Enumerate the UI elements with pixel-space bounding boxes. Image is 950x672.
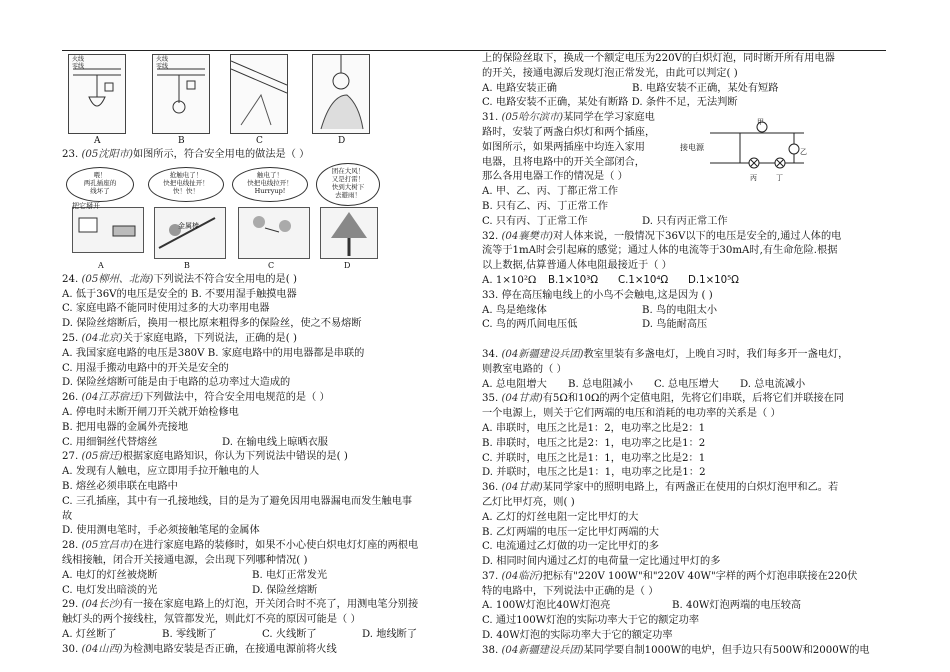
q38-number: 38. bbox=[482, 644, 499, 656]
q30-option: A. 电路安装正确 bbox=[482, 82, 557, 94]
q32-stem-cont: 流等于1mA时会引起麻的感觉；通过人体的电流等于30mA时,有生命危险.根据 bbox=[482, 245, 838, 257]
q37-number: 37. bbox=[482, 570, 499, 582]
q29-stem-cont: 触灯头的两个接线柱，氖管都发光，则此灯不亮的原因可能是（ ） bbox=[62, 614, 361, 626]
q29-stem bbox=[62, 598, 472, 613]
cartoon-c-bubble: 触电了！ 快把电线拉开！ Hurryup! bbox=[232, 167, 308, 202]
q31-stem-cont: 电器，且将电路中的开关全部闭合， bbox=[482, 156, 645, 168]
q23-option-d: D bbox=[344, 260, 351, 270]
q26-option: D. 在输电线上晾晒衣服 bbox=[222, 436, 328, 448]
q37-stem-cont: 特的电路中，下列说法中正确的是（ ） bbox=[482, 585, 659, 597]
option-label-b: B bbox=[178, 136, 185, 146]
option-label-a: A bbox=[94, 136, 101, 146]
q31-block bbox=[482, 111, 890, 229]
q27-option: B. 熔丝必须串联在电路中 bbox=[62, 480, 178, 492]
q35-text: 有5Ω和10Ω的两个定值电阻，先将它们串联，后将它们并联接在同 bbox=[542, 393, 844, 405]
q31-option: D. 只有丙正常工作 bbox=[642, 215, 728, 227]
figure-q23-cartoons bbox=[62, 163, 472, 273]
q29-number: 29. bbox=[62, 599, 79, 611]
cartoon-a-caption: 把它掰开 bbox=[72, 201, 100, 210]
q30-option: C. 电路安装不正确，某处有断路 D. 条件不足，无法判断 bbox=[482, 97, 738, 109]
q29-option: C. 火线断了 bbox=[262, 628, 317, 640]
q36-option: D. 相同时间内通过乙灯的电荷量一定比通过甲灯的多 bbox=[482, 556, 721, 568]
q35-option: A. 串联时，电压之比是1：2，电功率之比是2：1 bbox=[482, 422, 706, 434]
q27-option: C. 三孔插座，其中有一孔接地线，目的是为了避免因用电器漏电而发生触电事 bbox=[62, 495, 413, 507]
q28-text: 在进行家庭电路的装修时，如果不小心使白炽电灯灯座的两根电 bbox=[132, 540, 419, 552]
q34-option: D. 总电流减小 bbox=[740, 378, 806, 390]
q30-stem-cont: 的开关，接通电源后发现灯泡正常发光，由此可以判定( ) bbox=[482, 67, 738, 79]
q28-option-row bbox=[62, 569, 472, 584]
q34-stem bbox=[482, 348, 890, 363]
q23-option-b: B bbox=[184, 260, 190, 270]
q29-option: B. 零线断了 bbox=[162, 628, 217, 640]
q38-text: 某同学要自制1000W的电炉，但手边只有500W和2000W的电 bbox=[583, 644, 870, 656]
q37-option: D. 40W灯泡的实际功率大于它的额定功率 bbox=[482, 630, 673, 642]
q37-option: A. 100W灯泡比40W灯泡亮 bbox=[482, 600, 611, 612]
q34-option: B. 总电阻减小 bbox=[568, 378, 633, 390]
q35-option: B. 串联时，电压之比是2：1，电功率之比是1：2 bbox=[482, 437, 706, 449]
figure-d-panel bbox=[312, 54, 370, 134]
q32-option-row bbox=[482, 274, 890, 289]
q28-stem bbox=[62, 539, 472, 554]
q27-option: A. 发现有人触电，应立即用手拉开触电的人 bbox=[62, 466, 260, 478]
q25-option: A. 我国家庭电路的电压是380V B. 家庭电路中的用电器都是串联的 bbox=[62, 347, 365, 359]
q35-number: 35. bbox=[482, 393, 499, 405]
q32-source: (04襄樊市) bbox=[501, 230, 553, 242]
figure-safety-wiring bbox=[62, 52, 472, 148]
q31-stem-cont: 路时，安装了两盏白炽灯和两个插座， bbox=[482, 126, 656, 138]
q23-option-a: A bbox=[98, 260, 104, 270]
q35-option: C. 并联时，电压之比是1：1，电功率之比是2：1 bbox=[482, 452, 706, 464]
q31-option: B. 只有乙、丙、丁正常工作 bbox=[482, 200, 609, 212]
tree-lightning-illustration bbox=[321, 208, 377, 258]
header-rule bbox=[62, 50, 886, 51]
q32-option: D.1×10⁵Ω bbox=[688, 274, 739, 286]
q33-option: C. 鸟的两爪间电压低 bbox=[482, 319, 578, 331]
q37-option-row bbox=[482, 599, 890, 614]
q26-option-row bbox=[62, 436, 472, 451]
q36-option: C. 电流通过乙灯做的功一定比甲灯的多 bbox=[482, 541, 659, 553]
q37-text: 把标有"220V 100W"和"220V 40W"字样的两个灯泡串联接在220伏 bbox=[542, 570, 858, 582]
q31-number: 31. bbox=[482, 112, 499, 124]
figure-c-panel bbox=[230, 54, 288, 134]
q31-option: A. 甲、乙、丙、丁都正常工作 bbox=[482, 186, 619, 198]
q36-option: B. 乙灯两端的电压一定比甲灯两端的大 bbox=[482, 526, 659, 538]
circuit-source-label: 接电源 bbox=[680, 143, 704, 153]
q34-option-row bbox=[482, 378, 890, 393]
q24-number: 24. bbox=[62, 273, 79, 285]
q23-number: 23. bbox=[62, 149, 79, 160]
q25-number: 25. bbox=[62, 332, 79, 344]
q28-option-row bbox=[62, 584, 472, 599]
q26-text: 下列做法中，符合安全用电规范的是（ ） bbox=[143, 392, 330, 404]
q38-stem bbox=[482, 644, 890, 659]
q31-option-row bbox=[482, 215, 890, 230]
q29-source: (04长沙) bbox=[81, 599, 123, 611]
q32-option: A. 1×10²Ω bbox=[482, 274, 537, 286]
q32-stem bbox=[482, 230, 890, 245]
q25-option: D. 保险丝熔断可能是由于电路的总功率过大造成的 bbox=[62, 377, 291, 389]
q30-stem-cont: 上的保险丝取下，换成一个额定电压为220V的白炽灯泡，同时断开所有用电器 bbox=[482, 53, 835, 64]
q34-stem-cont: 则教室电路的（ ） bbox=[482, 363, 567, 375]
q32-option: B.1×10³Ω bbox=[548, 274, 599, 286]
q37-source: (04临沂) bbox=[501, 570, 543, 582]
q31-source: (05哈尔滨市) bbox=[501, 112, 564, 124]
lamp-label-ding: 丁 bbox=[776, 174, 783, 183]
q34-source: (04新疆建设兵团) bbox=[501, 348, 584, 360]
option-label-d: D bbox=[338, 136, 346, 146]
q38-source: (04新疆建设兵团) bbox=[501, 644, 584, 656]
cartoon-a-bubble: 喂！ 两孔插座的 线坏了 bbox=[66, 167, 134, 202]
q36-stem bbox=[482, 481, 890, 496]
spacer bbox=[482, 333, 890, 348]
q24-option: D. 保险丝熔断后，换用一根比原来粗得多的保险丝，使之不易熔断 bbox=[62, 318, 362, 330]
q33-option-row bbox=[482, 304, 890, 319]
q27-number: 27. bbox=[62, 451, 79, 463]
lamp-label-yi: 乙 bbox=[800, 148, 807, 157]
q23-option-c: C bbox=[268, 260, 275, 270]
q24-stem bbox=[62, 273, 472, 288]
q27-option: D. 使用测电笔时，手必须接触笔尾的金属体 bbox=[62, 525, 260, 537]
q28-number: 28. bbox=[62, 540, 79, 552]
q27-option-cont: 故 bbox=[62, 510, 73, 522]
q37-stem bbox=[482, 570, 890, 585]
q23-source: (05沈阳市) bbox=[81, 149, 133, 160]
q25-text: 关于家庭电路，下列说法，正确的是( ) bbox=[122, 332, 297, 344]
q27-text: 根据家庭电路知识，你认为下列说法中错误的是( ) bbox=[122, 451, 348, 463]
q26-option: B. 把用电器的金属外壳接地 bbox=[62, 421, 189, 433]
q35-source: (04甘肃) bbox=[501, 393, 543, 405]
q37-option: B. 40W灯泡两端的电压较高 bbox=[672, 600, 802, 612]
q33-option-row bbox=[482, 318, 890, 333]
wire-label-b: 火线 零线 bbox=[156, 56, 169, 70]
q25-stem bbox=[62, 332, 472, 347]
q31-circuit-diagram bbox=[680, 119, 808, 189]
q24-option: C. 家庭电路不能同时使用过多的大功率用电器 bbox=[62, 303, 270, 315]
q33-number: 33. bbox=[482, 289, 499, 301]
q25-source: (04北京) bbox=[81, 332, 123, 344]
cartoon-a-image bbox=[72, 207, 144, 253]
q35-stem bbox=[482, 392, 890, 407]
q26-option: C. 用细铜丝代替熔丝 bbox=[62, 436, 158, 448]
q31-stem-cont: 如图所示，如果两插座中均连入家用 bbox=[482, 141, 645, 153]
q32-stem-cont: 以上数据,估算普通人体电阻最接近于（ ） bbox=[482, 260, 672, 272]
q24-option: A. 低于36V的电压是安全的 B. 不要用湿手触摸电器 bbox=[62, 288, 297, 300]
q36-number: 36. bbox=[482, 482, 499, 494]
option-label-c: C bbox=[256, 136, 263, 146]
q27-stem bbox=[62, 450, 472, 465]
q31-option: C. 只有丙、丁正常工作 bbox=[482, 215, 588, 227]
q31-text: 某同学在学习家庭电 bbox=[563, 112, 655, 124]
q27-source: (05宿迁) bbox=[81, 451, 123, 463]
q34-option: C. 总电压增大 bbox=[654, 378, 719, 390]
q37-option: C. 通过100W灯泡的实际功率大于它的额定功率 bbox=[482, 615, 700, 627]
q32-option: C.1×10⁴Ω bbox=[618, 274, 669, 286]
left-column bbox=[62, 52, 472, 658]
pulling-person-illustration bbox=[239, 208, 309, 258]
cartoon-d-bubble: 团在大风！ 又是打雷！ 快到大树下 去避雨！ bbox=[316, 163, 380, 206]
q29-option: A. 灯丝断了 bbox=[62, 628, 117, 640]
q29-option: D. 地线断了 bbox=[362, 628, 418, 640]
q30-number: 30. bbox=[62, 643, 79, 655]
q28-source: (05宜昌市) bbox=[81, 540, 133, 552]
q36-option: A. 乙灯的灯丝电阻一定比甲灯的大 bbox=[482, 511, 639, 523]
q30-source: (04山西) bbox=[81, 643, 123, 655]
right-column bbox=[482, 52, 890, 659]
wire-label-a: 火线 零线 bbox=[72, 56, 85, 70]
q30-option-row bbox=[482, 82, 890, 97]
q36-stem-cont: 乙灯比甲灯亮，则( ) bbox=[482, 496, 575, 508]
q23-stem bbox=[62, 148, 472, 163]
lamp-label-bing: 丙 bbox=[750, 174, 757, 183]
q26-option: A. 停电时未断开闸刀开关就开始检修电 bbox=[62, 406, 239, 418]
q28-option: C. 电灯发出暗淡的光 bbox=[62, 584, 158, 596]
q33-option: D. 鸟能耐高压 bbox=[642, 319, 708, 331]
q28-option: D. 保险丝熔断 bbox=[252, 584, 318, 596]
q25-option: C. 用湿手搬动电路中的开关是安全的 bbox=[62, 362, 229, 374]
q28-option: A. 电灯的灯丝被烧断 bbox=[62, 569, 158, 581]
q30-stem bbox=[62, 643, 472, 658]
cartoon-d-image bbox=[320, 207, 378, 259]
q24-source: (05柳州、北海) bbox=[81, 273, 154, 285]
q28-option: B. 电灯正常发光 bbox=[252, 569, 328, 581]
lamp-label-jia: 甲 bbox=[757, 118, 764, 127]
q23-text: 如图所示，符合安全用电的做法是（ ） bbox=[132, 149, 310, 160]
q35-stem-cont: 一个电源上，则关于它们两端的电压和消耗的电功率的关系是（ ） bbox=[482, 408, 781, 420]
q33-option: B. 鸟的电阻太小 bbox=[642, 304, 718, 316]
q29-option-row bbox=[62, 628, 472, 643]
q36-text: 某同学家中的照明电路上，有两盏正在使用的白炽灯泡甲和乙。若 bbox=[542, 482, 839, 494]
q33-text: 停在高压输电线上的小鸟不会触电,这是因为 ( ) bbox=[501, 289, 713, 301]
q28-stem-cont: 线相接触，闭合开关接通电源，会出现下列哪种情况( ) bbox=[62, 554, 308, 566]
q26-stem bbox=[62, 391, 472, 406]
q35-option: D. 并联时，电压之比是1：1，电功率之比是1：2 bbox=[482, 467, 706, 479]
q33-stem bbox=[482, 289, 890, 304]
q26-source: (04江苏宿迁) bbox=[81, 392, 144, 404]
q34-option: A. 总电阻增大 bbox=[482, 378, 547, 390]
q31-stem-cont: 那么各用电器工作的情况是（ ） bbox=[482, 171, 628, 183]
q33-option: A. 鸟是绝缘体 bbox=[482, 304, 547, 316]
hand-on-bulb-illustration bbox=[313, 55, 369, 133]
q32-number: 32. bbox=[482, 230, 499, 242]
kite-near-wire-illustration bbox=[231, 55, 287, 133]
q30-option: B. 电路安装不正确，某处有短路 bbox=[632, 82, 779, 94]
q30-text: 为检测电路安装是否正确，在接通电源前将火线 bbox=[122, 643, 337, 655]
cartoon-b-bubble: 抢触电了！ 快把电线扯开！ 快！快！ bbox=[148, 167, 224, 202]
q34-number: 34. bbox=[482, 348, 499, 360]
q29-text: 有一接在家庭电路上的灯泡，开关闭合时不亮了，用测电笔分别接 bbox=[122, 599, 419, 611]
q24-text: 下列说法不符合安全用电的是( ) bbox=[153, 273, 297, 285]
q34-text: 教室里装有多盏电灯，上晚自习时，我们每多开一盏电灯， bbox=[583, 348, 849, 360]
cartoon-c-image bbox=[238, 207, 310, 259]
socket-illustration bbox=[73, 208, 143, 252]
metal-rod-tag: 金属棒 bbox=[178, 221, 199, 230]
q26-number: 26. bbox=[62, 392, 79, 404]
q36-source: (04甘肃) bbox=[501, 482, 543, 494]
q32-text: 对人体来说，一般情况下36V以下的电压是安全的,通过人体的电 bbox=[552, 230, 842, 242]
